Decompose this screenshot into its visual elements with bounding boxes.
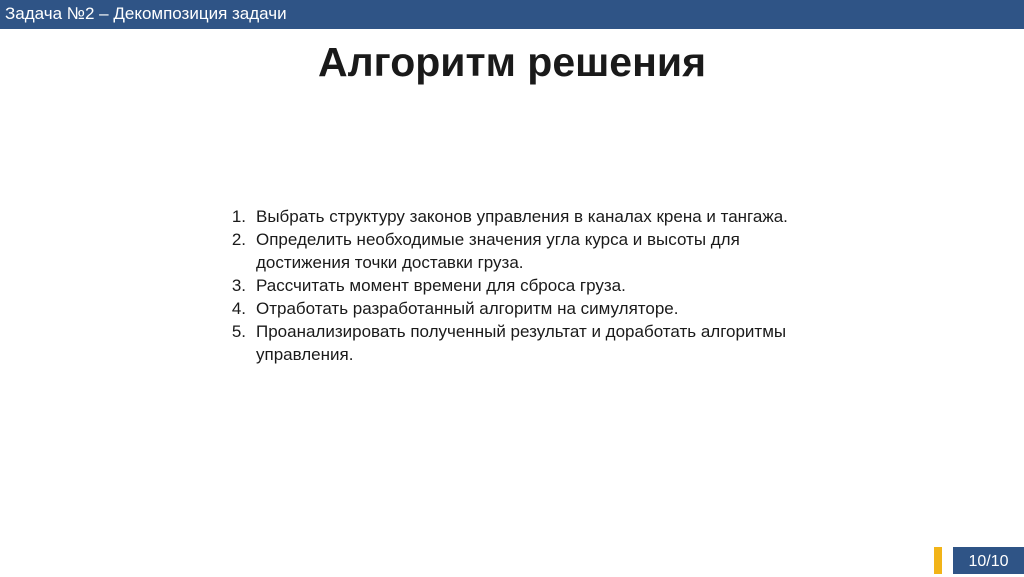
step-text: Выбрать структуру законов управления в каналах крена и тангажа. xyxy=(256,207,788,226)
list-item xyxy=(222,274,792,297)
list-item xyxy=(222,320,792,366)
list-item xyxy=(222,297,792,320)
header-title: Задача №2 – Декомпозиция задачи xyxy=(5,4,287,23)
step-text: Определить необходимые значения угла курса и высоты для достижения точки доставки груза. xyxy=(256,230,740,272)
list-item xyxy=(222,228,792,274)
list-item xyxy=(222,205,792,228)
slide-title: Алгоритм решения xyxy=(318,39,706,85)
page-number-box xyxy=(953,547,1024,574)
step-number: 4. xyxy=(231,299,246,318)
step-text: Проанализировать полученный результат и доработать алгоритмы управления. xyxy=(256,322,787,364)
steps-list xyxy=(222,205,792,366)
step-text: Отработать разработанный алгоритм на симуляторе. xyxy=(256,299,679,318)
step-number: 2. xyxy=(231,230,246,249)
step-number: 3. xyxy=(231,276,246,295)
header-bar xyxy=(0,0,1024,29)
step-text: Рассчитать момент времени для сброса груза. xyxy=(256,276,626,295)
step-number: 1. xyxy=(231,207,246,226)
page-number: 10/10 xyxy=(968,553,1009,570)
step-number: 5. xyxy=(231,322,246,341)
footer-accent-bar xyxy=(934,547,942,574)
